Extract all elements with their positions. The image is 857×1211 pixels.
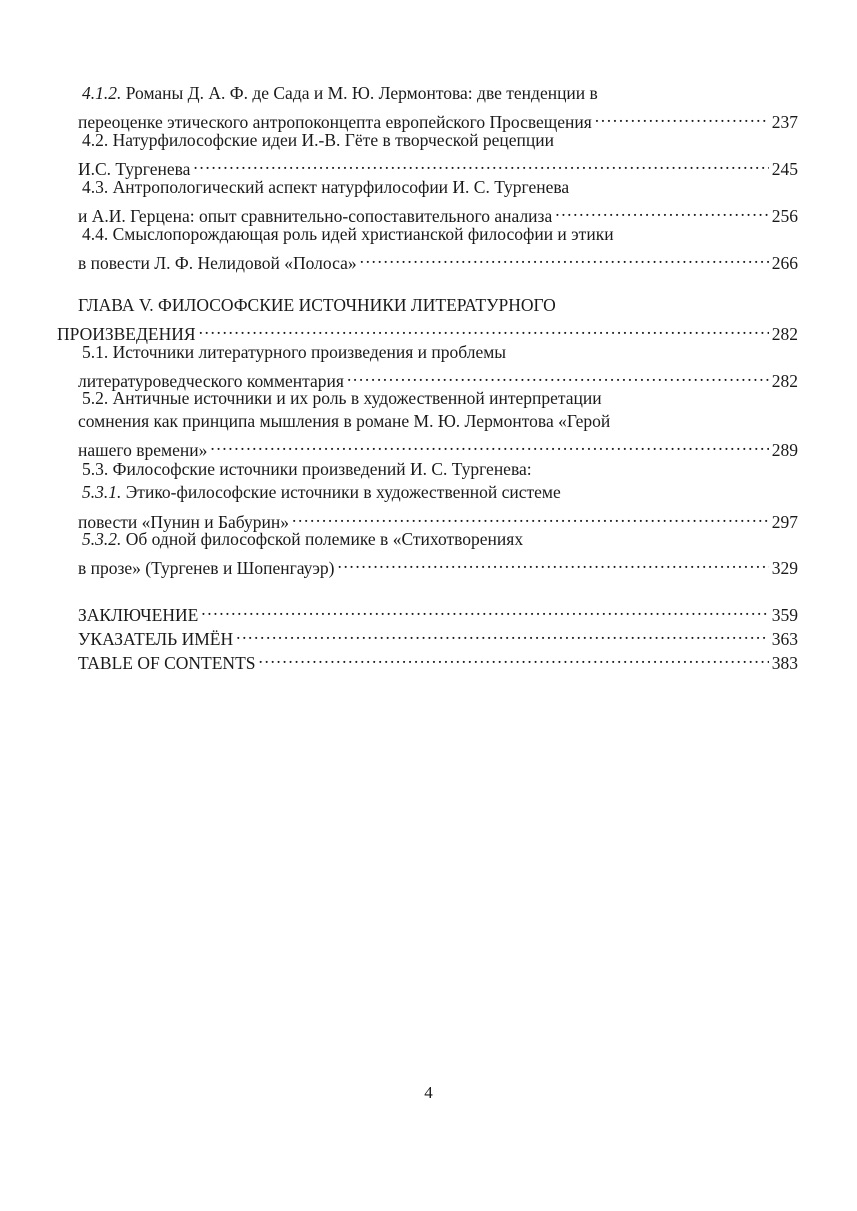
toc-entry-page: 282 [771, 324, 798, 344]
toc-entry-title: Романы Д. А. Ф. де Сада и М. Ю. Лермонтова: две тенденции в [125, 83, 598, 103]
toc-entry [82, 481, 802, 504]
toc-entry-title: 5.3. Философские источники произведений И. С. Тургенева: [82, 459, 532, 479]
toc-entry [78, 551, 798, 578]
toc-entry-title: ГЛАВА V. ФИЛОСОФСКИЕ ИСТОЧНИКИ ЛИТЕРАТУРНОГО [78, 295, 556, 315]
toc-entry [78, 105, 798, 132]
toc-entry [78, 152, 798, 179]
toc-entry [78, 199, 798, 226]
toc-entry-title: УКАЗАТЕЛЬ ИМЁН [78, 629, 234, 649]
toc-entry-title: нашего времени» [78, 440, 208, 460]
toc-entry-title: сомнения как принципа мышления в романе М. Ю. Лермонтова «Герой [78, 411, 611, 431]
toc-entry-title: 5.2. Античные источники и их роль в художественной интерпретации [82, 388, 602, 408]
toc-entry [78, 598, 798, 625]
toc-entry-number: 5.3.2. [82, 529, 122, 549]
toc-entry [82, 223, 802, 246]
toc-entry-page: 297 [771, 512, 798, 532]
toc-entry-title: в прозе» (Тургенев и Шопенгауэр) [78, 558, 335, 578]
toc-entry-page: 359 [771, 605, 798, 625]
toc-entry-title: в повести Л. Ф. Нелидовой «Полоса» [78, 253, 357, 273]
toc-entry-page: 282 [771, 371, 798, 391]
toc-entry [82, 458, 802, 481]
toc-leader-dots [199, 317, 769, 340]
toc-leader-dots [292, 505, 769, 528]
toc-leader-dots [210, 433, 768, 456]
toc-entry [82, 528, 802, 551]
toc-entry [78, 410, 798, 433]
toc-entry-number: 5.3.1. [82, 482, 122, 502]
toc-entry-title: 4.4. Смыслопорождающая роль идей христианской философии и этики [82, 224, 614, 244]
toc-entry-page: 237 [771, 112, 798, 132]
toc-leader-dots [595, 105, 769, 128]
toc-entry-title: ПРОИЗВЕДЕНИЯ [57, 324, 196, 344]
toc-entry [78, 364, 798, 391]
toc-leader-dots [236, 622, 769, 645]
toc-entry-title: литературоведческого комментария [78, 371, 344, 391]
toc-entry-page: 329 [771, 558, 798, 578]
toc-entry-page: 363 [771, 629, 798, 649]
toc-leader-dots [193, 152, 768, 175]
toc-entry [78, 622, 798, 649]
toc-entry-page: 383 [771, 653, 798, 673]
toc-entry-title: Этико-философские источники в художественной системе [125, 482, 561, 502]
toc-entry-title: 5.1. Источники литературного произведения и проблемы [82, 342, 507, 362]
toc-entry-title: и А.И. Герцена: опыт сравнительно-сопоставительного анализа [78, 206, 553, 226]
toc-entry [78, 646, 798, 673]
toc-leader-dots [259, 646, 769, 669]
toc-entry-title: 4.3. Антропологический аспект натурфилософии И. С. Тургенева [82, 177, 570, 197]
toc-entry-title: ЗАКЛЮЧЕНИЕ [78, 605, 199, 625]
toc-entry [82, 387, 802, 410]
toc-chapter-heading [78, 294, 798, 317]
toc-entry-title: повести «Пунин и Бабурин» [78, 512, 290, 532]
toc-entry [82, 341, 802, 364]
page-number: 4 [424, 1083, 433, 1102]
toc-leader-dots [555, 199, 769, 222]
toc-leader-dots [337, 551, 768, 574]
toc-entry-title: И.С. Тургенева [78, 159, 191, 179]
toc-leader-dots [360, 246, 769, 269]
toc-entry-page: 256 [771, 206, 798, 226]
toc-entry-page: 289 [771, 440, 798, 460]
toc-entry [82, 82, 802, 105]
toc-entry-page: 266 [771, 253, 798, 273]
toc-leader-dots [347, 364, 769, 387]
toc-entry [82, 129, 802, 152]
toc-entry [78, 433, 798, 460]
toc-entry-number: 4.1.2. [82, 83, 122, 103]
toc-entry [78, 246, 798, 273]
toc-entry-title: Об одной философской полемике в «Стихотворениях [125, 529, 524, 549]
toc-entry [57, 317, 798, 344]
toc-leader-dots [201, 598, 768, 621]
toc-entry-title: 4.2. Натурфилософские идеи И.-В. Гёте в творческой рецепции [82, 130, 554, 150]
toc-entry-title: TABLE OF CONTENTS [78, 653, 256, 673]
toc-entry [78, 505, 798, 532]
toc-entry-title: переоценке этического антропоконцепта европейского Просвещения [78, 112, 592, 132]
toc-entry-page: 245 [771, 159, 798, 179]
toc-entry [82, 176, 802, 199]
